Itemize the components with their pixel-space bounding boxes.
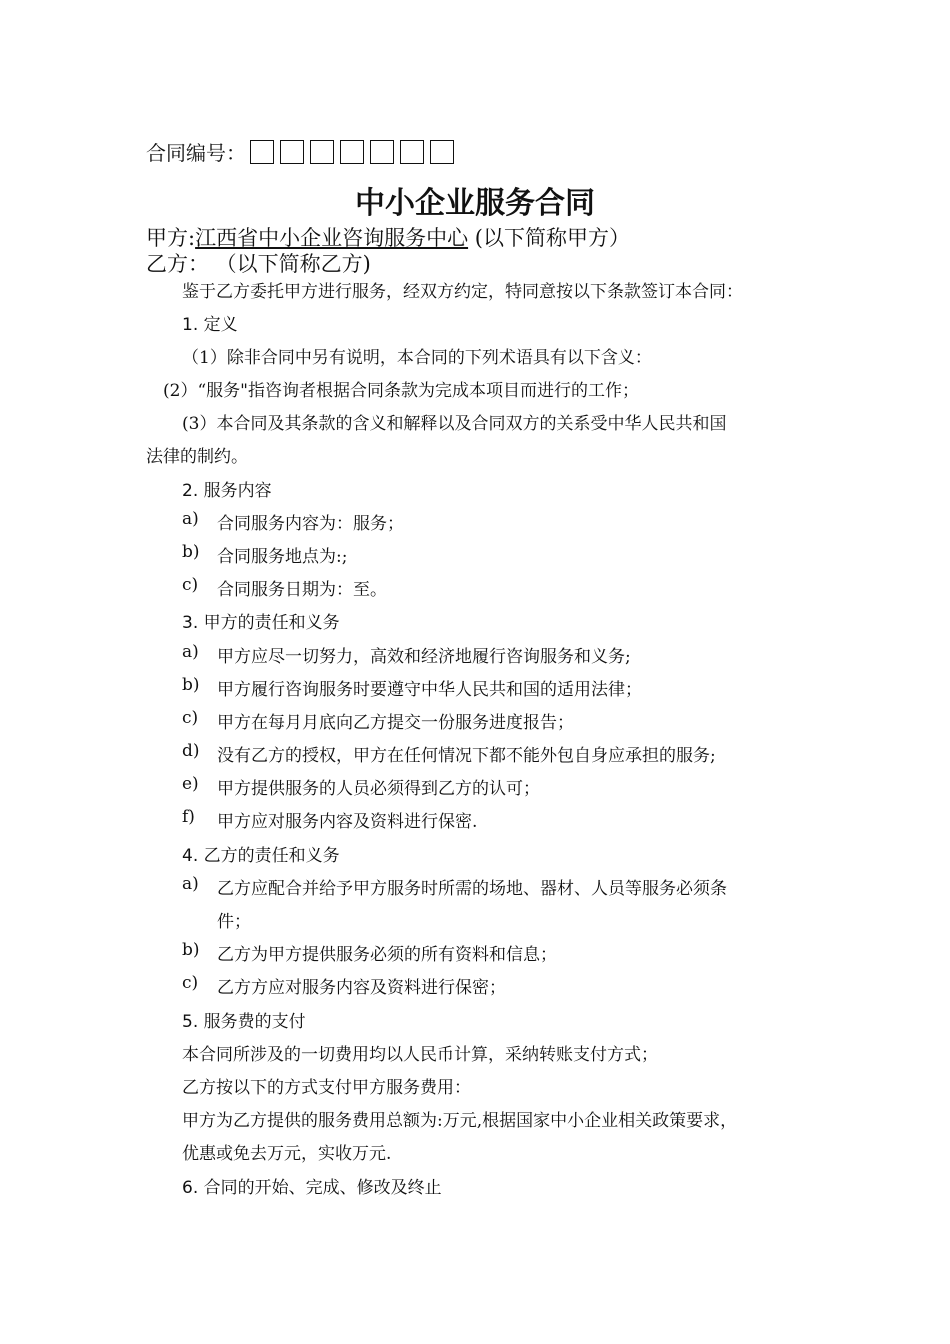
definition-2: (2）“服务"指咨询者根据合同条款为完成本项目而进行的工作； <box>163 381 639 401</box>
list-item-text: 乙方为甲方提供服务必须的所有资料和信息； <box>217 945 557 965</box>
party-a-label: 甲方: <box>146 226 196 250</box>
list-item-label: c) <box>182 708 199 728</box>
party-b-line: 乙方： （以下简称乙方) <box>146 252 371 276</box>
digit-box <box>280 140 304 164</box>
list-item-text: 合同服务内容为：服务； <box>217 514 404 534</box>
document-title: 中小企业服务合同 <box>355 186 595 221</box>
list-item-text: 甲方履行咨询服务时要遵守中华人民共和国的适用法律； <box>217 680 642 700</box>
list-item-label: b) <box>182 940 200 960</box>
contract-number-label: 合同编号： <box>146 141 246 165</box>
definition-3-line-1: (3）本合同及其条款的含义和解释以及合同双方的关系受中华人民共和国 <box>182 414 727 434</box>
digit-box <box>340 140 364 164</box>
list-item-label: c) <box>182 973 199 993</box>
digit-box <box>400 140 424 164</box>
list-item-text: 合同服务地点为:; <box>217 547 348 567</box>
list-item-text: 甲方在每月月底向乙方提交一份服务进度报告； <box>217 713 574 733</box>
list-item-text: 没有乙方的授权，甲方在任何情况下都不能外包自身应承担的服务; <box>217 746 716 766</box>
section-4-heading: 4. 乙方的责任和义务 <box>182 846 340 866</box>
payment-paragraph-2: 乙方按以下的方式支付甲方服务费用： <box>182 1078 471 1098</box>
list-item-label: a) <box>182 509 199 529</box>
payment-paragraph-3-line-1: 甲方为乙方提供的服务费用总额为:万元,根据国家中小企业相关政策要求， <box>182 1111 738 1131</box>
list-item-label: c) <box>182 575 199 595</box>
list-item-text: 合同服务日期为：至。 <box>217 580 387 600</box>
section-2-heading: 2. 服务内容 <box>182 481 272 501</box>
payment-paragraph-3-line-2: 优惠或免去万元，实收万元. <box>182 1144 392 1164</box>
list-item-label: b) <box>182 675 200 695</box>
list-item-text: 甲方应尽一切努力，高效和经济地履行咨询服务和义务; <box>217 647 631 667</box>
list-item-text: 乙方应配合并给予甲方服务时所需的场地、器材、人员等服务必须条 <box>217 879 727 899</box>
intro-paragraph: 鉴于乙方委托甲方进行服务，经双方约定，特同意按以下条款签订本合同： <box>182 282 743 302</box>
definition-1: （1）除非合同中另有说明，本合同的下列术语具有以下含义： <box>182 348 652 368</box>
digit-box <box>430 140 454 164</box>
contract-number-row <box>146 137 460 166</box>
digit-box <box>250 140 274 164</box>
list-item-label: e) <box>182 774 199 794</box>
payment-paragraph-1: 本合同所涉及的一切费用均以人民币计算，采纳转账支付方式； <box>182 1045 658 1065</box>
list-item-text: 乙方方应对服务内容及资料进行保密； <box>217 978 506 998</box>
contract-number-boxes <box>250 140 460 164</box>
digit-box <box>310 140 334 164</box>
list-item-label: a) <box>182 874 199 894</box>
list-item-label: f) <box>182 807 195 827</box>
party-a-suffix: (以下简称甲方） <box>468 226 630 250</box>
list-item-text: 件； <box>217 912 251 932</box>
section-5-heading: 5. 服务费的支付 <box>182 1012 306 1032</box>
list-item-label: b) <box>182 542 200 562</box>
section-6-heading: 6. 合同的开始、完成、修改及终止 <box>182 1178 442 1198</box>
section-1-heading: 1. 定义 <box>182 315 238 335</box>
digit-box <box>370 140 394 164</box>
list-item-text: 甲方提供服务的人员必须得到乙方的认可； <box>217 779 540 799</box>
list-item-label: a) <box>182 642 199 662</box>
party-a-name: 江西省中小企业咨询服务中心 <box>195 226 469 250</box>
definition-3-line-2: 法律的制约。 <box>146 447 248 467</box>
section-3-heading: 3. 甲方的责任和义务 <box>182 613 340 633</box>
list-item-text: 甲方应对服务内容及资料进行保密. <box>217 812 478 832</box>
list-item-label: d) <box>182 741 200 761</box>
